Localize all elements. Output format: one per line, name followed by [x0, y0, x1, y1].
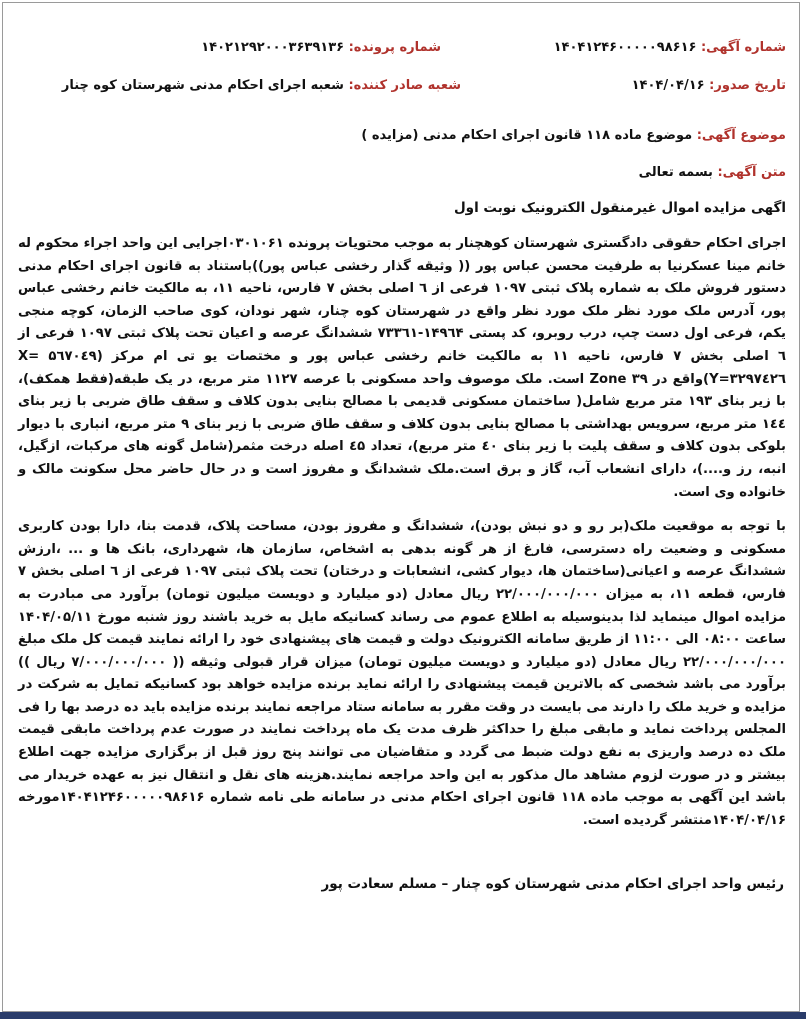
- issue-date: [632, 78, 786, 93]
- notice-heading: اگهی مزایده اموال غیرمنقول الکترونیک نوبت اول: [453, 200, 786, 216]
- issuer: [62, 78, 461, 93]
- issue-date-value: ۱۴۰۴/۰۴/۱۶: [631, 78, 705, 93]
- paragraph-property-description: اجرای احکام حقوقی دادگستری شهرستان کوهچنار به موجب محتویات پرونده ۰۳۰۱۰۶۱اجرایی این واحد اجراء محکوم له خانم مینا عسکرنیا به طرفیت محسن عباس پور (( وثیقه گذار رخشی عباس پور))باستناد به قانون اجرای احکام مدنی دستور فروش ملک به شماره پلاک ثبتی ۱۰۹۷ فرعی از ٦ اصلی بخش ۷ فارس، ناحیه ۱۱، به مالکیت خانم رخشی عباس پور، آدرس ملک مورد نظر ملک مورد نظر واقع در شهرستان کوه چنار، شهر نودان، کوی صاحب الزمان، کوچه منجی یکم، فرعی اول دست چپ، درب روبرو، کد پستی ۱۴۹٦۴-۷۳۳٦۱ ششدانگ عرصه و اعیان تحت پلاک ثبتی ۱۰۹۷ فرعی از ٦ اصلی بخش ۷ فارس، ناحیه ۱۱ به مالکیت خانم رخشی عباس پور و مختصات یو تی ام مرکز (X= ۵٦۷۰٤۹ Y=۳۲۹۷٤۲٦)واقع در ۳۹ Zone است. ملک موصوف واحد مسکونی با عرصه ۱۱۲۷ متر مربع، در یک طبقه(فقط همکف)، با زیر بنای ۱۹۳ متر مربع شامل( ساختمان مسکونی قدیمی با مصالح بنایی بدون کلاف و سقف طاق ضربی با زیر بنای ۱٤٤ متر مربع، سرویس بهداشتی با مصالح بنایی بدون کلاف و سقف طاق ضربی با زیر بنای ۹ متر مربع، انباری با دیوار بلوکی بدون کلاف و سقف پلیت با زیر بنای ٤٠ متر مربع)، تعداد ٤۵ اصله درخت مثمر(شامل گونه های مرکبات، ازگیل، انبه، رز و....)، دارای انشعاب آب، گاز و برق است.ملک ششدانگ و مفروز است و در حال حاضر محل سکونت مالک و خانواده وی است.: [18, 236, 787, 500]
- subject: [361, 128, 786, 143]
- paragraph-auction-terms: با توجه به موقعیت ملک(بر رو و دو نبش بودن)، ششدانگ و مفروز بودن، مساحت پلاک، قدمت بنا، دارا بودن کاربری مسکونی و وضعیت راه دسترسی، فارغ از هر گونه بدهی به اشخاص، سازمان ها، شهرداری، بانک ها و ... ،ارزش ششدانگ عرصه و اعیانی(ساختمان ها، دیوار کشی، انشعابات و درختان) تحت پلاک ثبتی ۱۰۹۷ فرعی از ٦ اصلی بخش ۷ فارس، قطعه ۱۱، به میزان ۲۲/۰۰۰/۰۰۰/۰۰۰ ریال معادل (دو میلیارد و دویست میلیون تومان) برآورد می مبادرت به مزایده اموال مینماید لذا بدینوسیله به اطلاع عموم می رساند کسانیکه مایل به خرید باشند روز شنبه مورخ ۱۴۰۴/۰۵/۱۱ ساعت ۰۸:۰۰ الی ۱۱:۰۰ از طریق سامانه الکترونیک دولت و قیمت های پیشنهادی خود را ارائه نمایند قیمت کل ملک مبلغ ۲۲/۰۰۰/۰۰۰/۰۰۰ ریال معادل (دو میلیارد و دویست میلیون تومان) میزان قرار قبولی وثیقه (( ۷/۰۰۰/۰۰۰/۰۰۰ ریال )) برآورد می باشد شخصی که بالاترین قیمت پیشنهادی را ارائه نماید برنده مزایده خواهد بود کسانیکه تمایل به شرکت در مزایده و خرید ملک را دارند می بایست در وقت مقرر به سامانه ستاد مراجعه نمایند برنده مزایده باید ده درصد بها را فی المجلس پرداخت نماید و مابقی مبلغ را حداکثر ظرف مدت یک ماه پرداخت نمایند در صورت عدم پرداخت مابقی قیمت ملک ده درصد واریزی به نفع دولت ضبط می گردد و متقاضیان می توانند پنج روز قبل از برگزاری مزایده جهت اطلاع بیشتر و در صورت لزوم مشاهد مال مذکور به این واحد مراجعه نمایند.هزینه های نقل و انتقال نیز به عهده خریدار می باشد این آگهی به موجب ماده ۱۱۸ قانون اجرای احکام مدنی در سامانه طی نامه شماره ۱۴۰۴۱۲۴۶۰۰۰۰۰۹۸۶۱۶مورخه ۱۴۰۴/۰۴/۱۶منتشر گردیده است.: [18, 519, 787, 828]
- issuer-value: شعبه اجرای احکام مدنی شهرستان کوه چنار: [61, 78, 344, 93]
- signature: رئیس واحد اجرای احکام مدنی شهرستان کوه چنار – مسلم سعادت پور: [321, 876, 784, 892]
- ad-text-label: متن آگهی:: [717, 165, 786, 180]
- ad-number-value: ۱۴۰۴۱۲۴۶۰۰۰۰۰۹۸۶۱۶: [553, 40, 697, 55]
- ad-text-value: بسمه تعالی: [638, 165, 713, 180]
- case-number: [201, 40, 441, 55]
- ad-text: [639, 165, 786, 180]
- case-number-label: شماره پرونده:: [348, 40, 441, 55]
- bottom-border-bar: [0, 1012, 806, 1019]
- ad-number-label: شماره آگهی:: [700, 40, 786, 55]
- case-number-value: ۱۴۰۲۱۲۹۲۰۰۰۳۶۳۹۱۳۶: [201, 40, 345, 55]
- subject-label: موضوع آگهی:: [696, 128, 786, 143]
- issuer-label: شعبه صادر کننده:: [348, 78, 461, 93]
- ad-number: [554, 40, 786, 55]
- notice-body: [18, 233, 786, 844]
- subject-value: موضوع ماده ۱۱۸ قانون اجرای احکام مدنی (مزایده ): [361, 128, 693, 143]
- issue-date-label: تاریخ صدور:: [709, 78, 786, 93]
